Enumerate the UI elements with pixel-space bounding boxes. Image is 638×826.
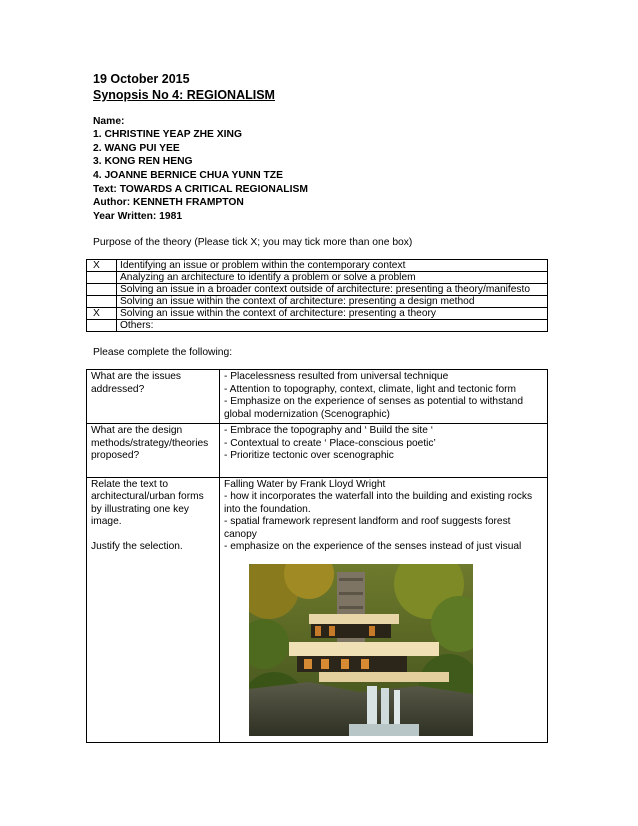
answer-line: - Emphasize on the experience of senses as potential to withstand <box>224 396 524 407</box>
question-row <box>87 477 548 742</box>
purpose-option-label: Analyzing an architecture to identify a problem or solve a problem <box>117 272 548 284</box>
text-author: Author: KENNETH FRAMPTON <box>93 197 244 209</box>
purpose-row <box>87 284 548 296</box>
falling-water-photo <box>249 564 473 736</box>
question-line: by illustrating one key <box>91 503 189 515</box>
purpose-row <box>87 260 548 272</box>
question-cell <box>87 370 220 424</box>
tick-cell[interactable] <box>87 272 117 284</box>
question-line: methods/strategy/theories <box>91 437 209 449</box>
tick-cell[interactable]: X <box>87 308 117 320</box>
answer-line: - Prioritize tectonic over scenographic <box>224 450 394 461</box>
justify-label: Justify the selection. <box>91 540 183 552</box>
text-title: Text: TOWARDS A CRITICAL REGIONALISM <box>93 184 308 195</box>
question-cell <box>87 424 220 478</box>
text-year: Year Written: 1981 <box>93 210 183 222</box>
name-item: 1. CHRISTINE YEAP ZHE XING <box>93 129 242 141</box>
document-date: 19 October 2015 <box>93 72 190 86</box>
tick-cell[interactable] <box>87 284 117 296</box>
question-line: Relate the text to <box>91 478 169 490</box>
falling-water-illustration <box>249 564 473 736</box>
purpose-prompt: Purpose of the theory (Please tick X; you may tick more than one box) <box>93 237 413 248</box>
answer-line: - Contextual to create ‘ Place-conscious poetic’ <box>224 437 436 449</box>
question-line: What are the design <box>91 425 183 436</box>
question-row <box>87 370 548 424</box>
question-line: proposed? <box>91 450 140 461</box>
purpose-row <box>87 308 548 320</box>
tick-cell[interactable] <box>87 296 117 308</box>
answer-cell[interactable] <box>220 424 548 478</box>
answer-line: - Embrace the topography and ‘ Build the site ‘ <box>224 425 433 436</box>
question-line: addressed? <box>91 383 145 395</box>
answer-line: - Attention to topography, context, climate, light and tectonic form <box>224 383 517 395</box>
spacer <box>91 529 216 541</box>
question-line: image. <box>91 516 122 527</box>
text-info-block <box>93 183 308 223</box>
names-block <box>93 115 283 182</box>
names-label: Name: <box>93 116 125 127</box>
answer-line: canopy <box>224 528 257 540</box>
tick-cell[interactable] <box>87 320 117 332</box>
question-line: architectural/urban forms <box>91 491 204 502</box>
answer-cell[interactable] <box>220 477 548 742</box>
questions-table <box>86 369 548 743</box>
purpose-row <box>87 272 548 284</box>
purpose-option-label: Others: <box>117 320 548 332</box>
answer-line: - emphasize on the experience of the senses instead of just visual <box>224 541 522 552</box>
name-item: 3. KONG REN HENG <box>93 156 193 168</box>
answer-line: global modernization (Scenographic) <box>224 408 390 420</box>
purpose-option-label: Identifying an issue or problem within the contemporary context <box>117 260 548 272</box>
answer-cell[interactable] <box>220 370 548 424</box>
answer-line: - Placelessness resulted from universal technique <box>224 371 449 382</box>
purpose-option-label: Solving an issue in a broader context outside of architecture: presenting a theory/manifesto <box>117 284 548 296</box>
question-line: What are the issues <box>91 371 182 382</box>
answer-line: - spatial framework represent landform and roof suggests forest <box>224 516 511 527</box>
purpose-row <box>87 296 548 308</box>
answer-line: - how it incorporates the waterfall into the building and existing rocks <box>224 491 533 502</box>
tick-cell[interactable]: X <box>87 260 117 272</box>
question-cell <box>87 477 220 742</box>
name-item: 2. WANG PUI YEE <box>93 142 180 154</box>
purpose-table <box>86 259 548 332</box>
question-row <box>87 424 548 478</box>
purpose-option-label: Solving an issue within the context of architecture: presenting a theory <box>117 308 548 320</box>
spacer <box>224 463 544 475</box>
complete-prompt: Please complete the following: <box>93 347 233 358</box>
answer-line: Falling Water by Frank Lloyd Wright <box>224 478 386 490</box>
answer-line: into the foundation. <box>224 503 311 515</box>
document-title: Synopsis No 4: REGIONALISM <box>93 88 275 102</box>
name-item: 4. JOANNE BERNICE CHUA YUNN TZE <box>93 169 283 181</box>
purpose-row <box>87 320 548 332</box>
purpose-option-label: Solving an issue within the context of architecture: presenting a design method <box>117 296 548 308</box>
